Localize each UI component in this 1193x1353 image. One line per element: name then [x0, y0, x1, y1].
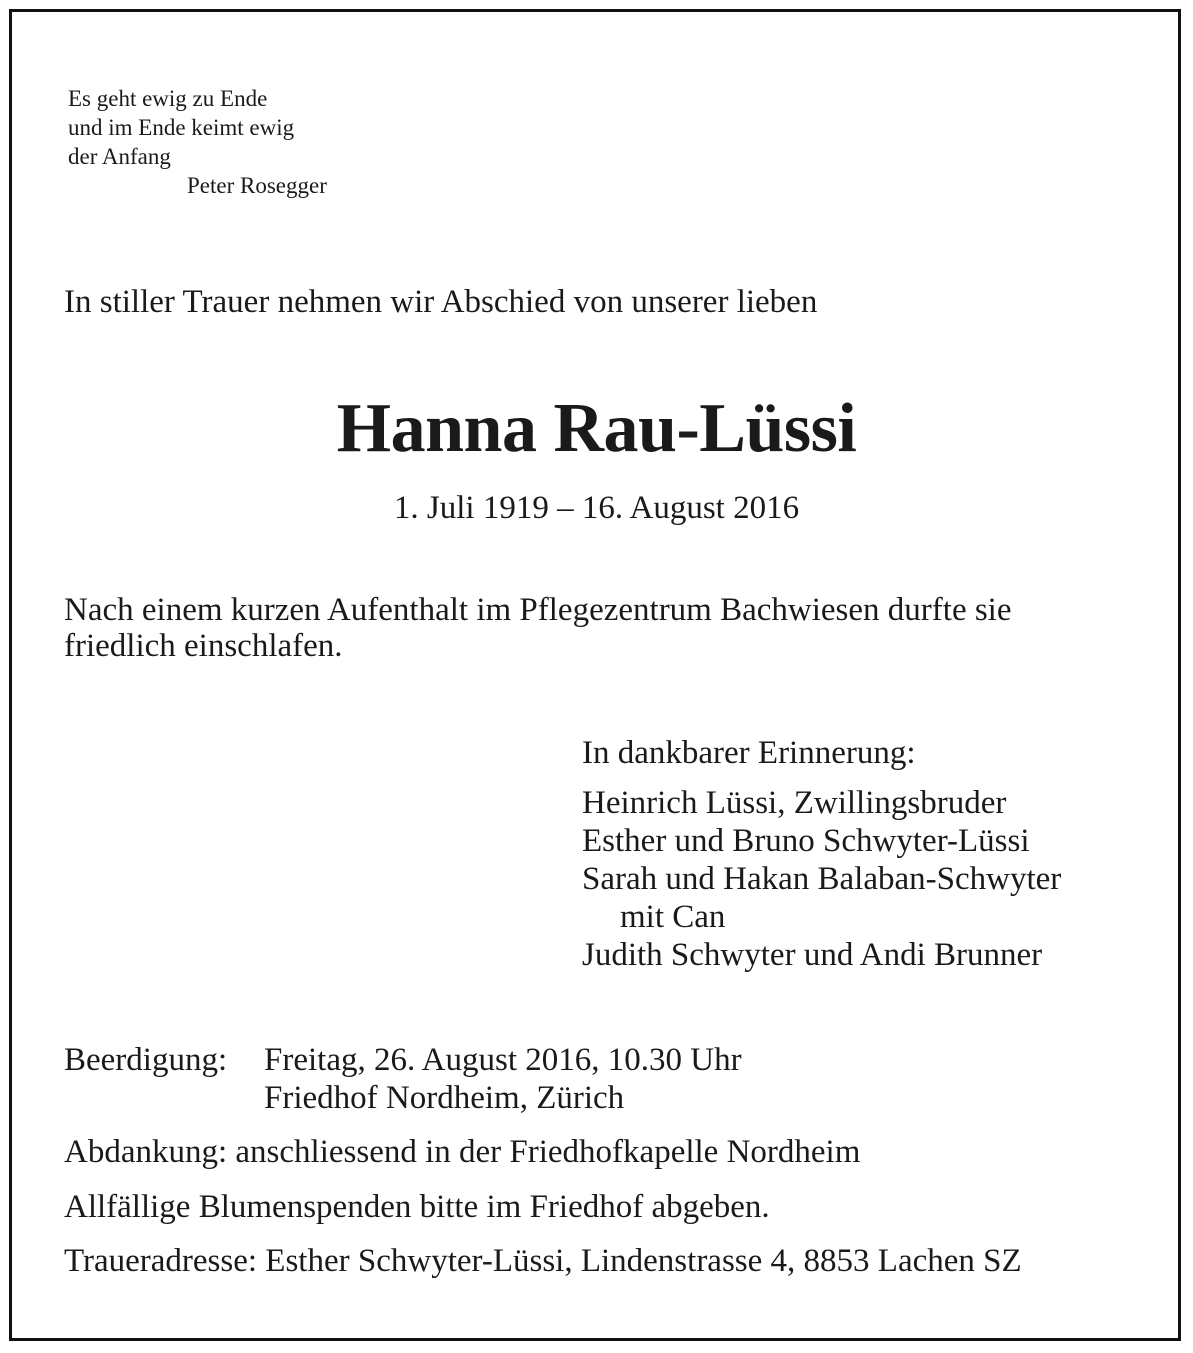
quote-line: Es geht ewig zu Ende — [68, 86, 268, 111]
ceremony-info: Abdankung: anschliessend in der Friedhofkapelle Nordheim — [64, 1134, 861, 1170]
mourner-name: Judith Schwyter und Andi Brunner — [582, 937, 1043, 973]
mourner-name: Heinrich Lüssi, Zwillingsbruder — [582, 785, 1007, 821]
deceased-name: Hanna Rau-Lüssi — [336, 390, 857, 467]
funeral-info — [64, 1041, 742, 1117]
life-dates: 1. Juli 1919 – 16. August 2016 — [393, 490, 800, 526]
quote-line: der Anfang — [68, 144, 171, 169]
flowers-note: Allfällige Blumenspenden bitte im Friedhof abgeben. — [64, 1189, 770, 1225]
mourner-name: mit Can — [620, 899, 726, 935]
mourners-block — [582, 734, 1061, 974]
mourner-name: Esther und Bruno Schwyter-Lüssi — [582, 823, 1030, 859]
quote-author: Peter Rosegger — [187, 173, 327, 198]
funeral-datetime: Freitag, 26. August 2016, 10.30 Uhr — [264, 1042, 742, 1078]
quote-line: und im Ende keimt ewig — [68, 115, 295, 140]
funeral-label: Beerdigung: — [64, 1042, 228, 1078]
mourner-name: Sarah und Hakan Balaban-Schwyter — [582, 861, 1062, 897]
message-line: Nach einem kurzen Aufenthalt im Pflegezentrum Bachwiesen durfte sie — [64, 592, 1012, 628]
funeral-location: Friedhof Nordheim, Zürich — [264, 1080, 625, 1116]
mourning-address: Traueradresse: Esther Schwyter-Lüssi, Lindenstrasse 4, 8853 Lachen SZ — [64, 1243, 1022, 1279]
intro-text: In stiller Trauer nehmen wir Abschied von unserer lieben — [64, 284, 818, 320]
epigraph-quote — [68, 84, 327, 200]
message-line: friedlich einschlafen. — [64, 628, 343, 664]
death-message — [64, 592, 1012, 664]
mourners-heading: In dankbarer Erinnerung: — [582, 735, 916, 771]
